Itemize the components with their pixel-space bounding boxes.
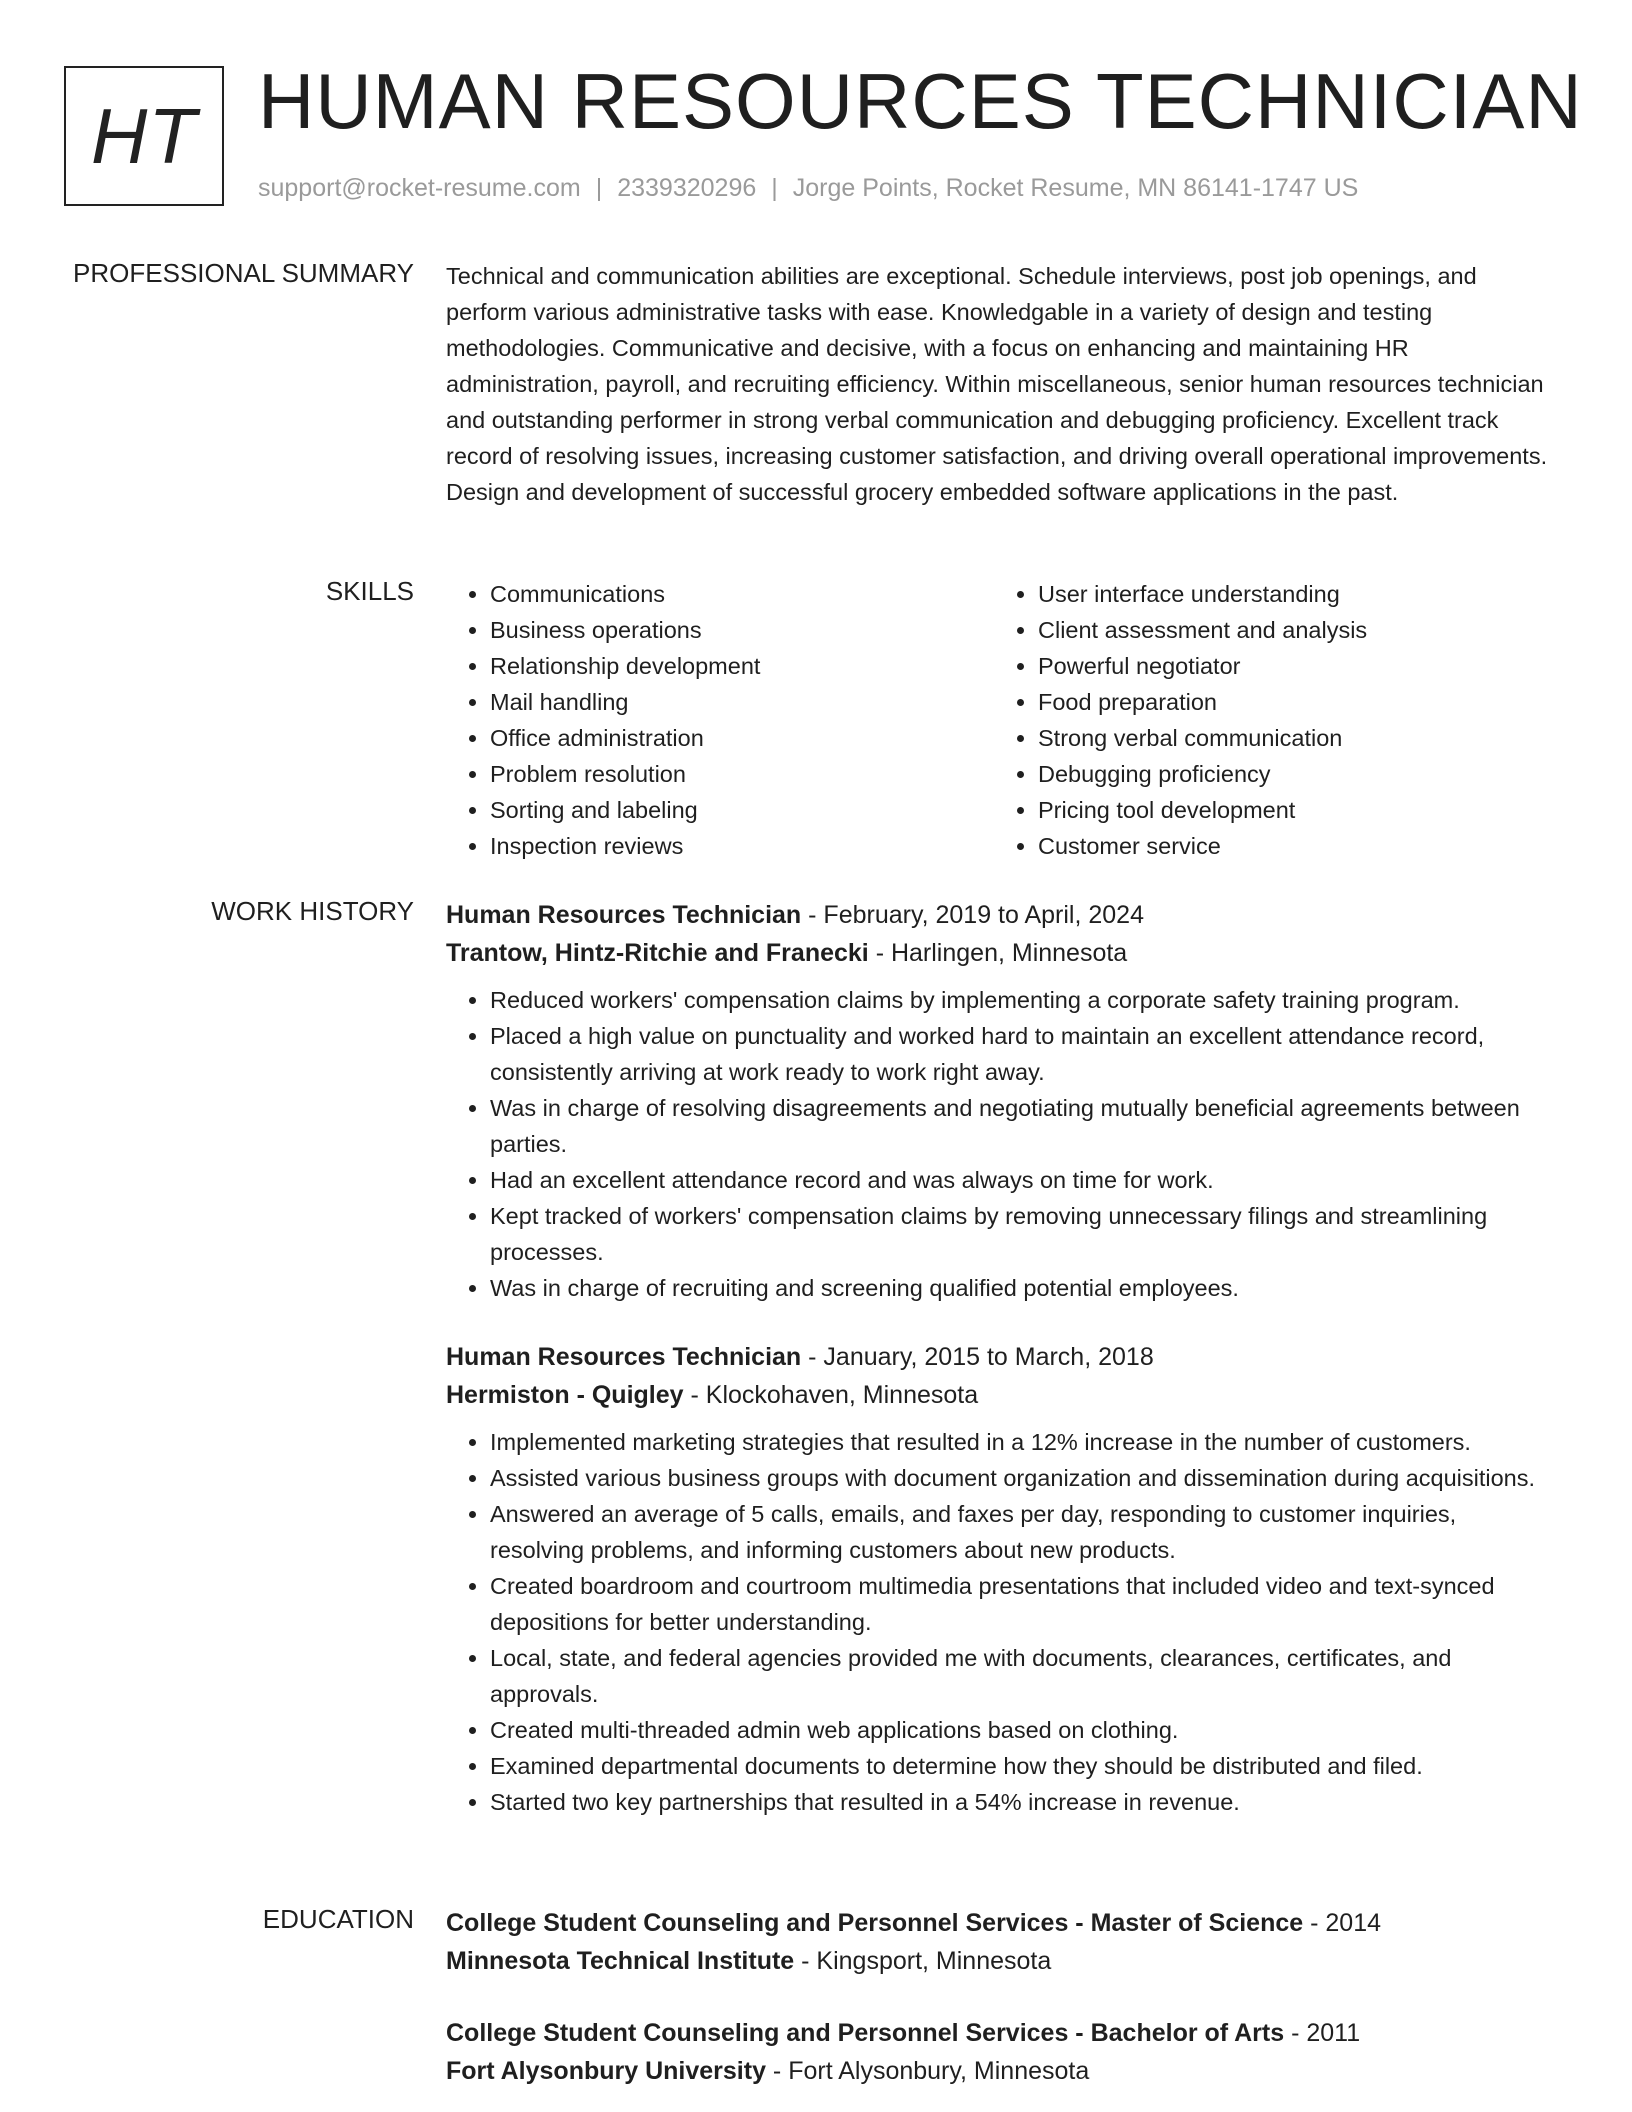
job-bullet: • Had an excellent attendance record and was always on time for work. bbox=[490, 1162, 1556, 1198]
education-year: - 2011 bbox=[1284, 2019, 1361, 2047]
education-degree-line bbox=[446, 2014, 1556, 2052]
job-bullet: • Implemented marketing strategies that resulted in a 12% increase in the number of customers. bbox=[490, 1424, 1556, 1460]
job-location: - Klockohaven, Minnesota bbox=[683, 1381, 979, 1409]
job-title: Human Resources Technician bbox=[446, 901, 802, 929]
monogram-initials: HT bbox=[91, 91, 197, 180]
section-label-skills: SKILLS bbox=[325, 576, 414, 606]
education-degree-line bbox=[446, 1904, 1556, 1942]
summary-text: Technical and communication abilities are exceptional. Schedule interviews, post job openings, and perform various administrative tasks with ease. Knowledgable in a variety of design and testing methodologies. Communicative and decisive, with a focus on enhancing and maintaining HR administration, payroll, and recruiting efficiency. Within miscellaneous, senior human resources technician and outstanding performer in strong verbal communication and debugging proficiency. Excellent track record of resolving issues, increasing customer satisfaction, and driving overall operational improvements. Design and development of successful grocery embedded software applications in the past. bbox=[446, 263, 1548, 505]
job-bullet: • Started two key partnerships that resulted in a 54% increase in revenue. bbox=[490, 1784, 1556, 1820]
education-entry bbox=[446, 2014, 1556, 2090]
skill-item: • Customer service bbox=[1038, 828, 1542, 864]
skill-item: • Relationship development bbox=[490, 648, 994, 684]
job-bullet: • Was in charge of recruiting and screening qualified potential employees. bbox=[490, 1270, 1556, 1306]
skill-item: • Business operations bbox=[490, 612, 994, 648]
job-bullet: • Local, state, and federal agencies provided me with documents, clearances, certificates, and approvals. bbox=[490, 1640, 1556, 1712]
job-list bbox=[446, 896, 1556, 1820]
contact-address: Jorge Points, Rocket Resume, MN 86141-1747 US bbox=[792, 174, 1359, 202]
job-bullet: • Kept tracked of workers' compensation claims by removing unnecessary filings and streamlining processes. bbox=[490, 1198, 1556, 1270]
contact-phone[interactable]: 2339320296 bbox=[617, 174, 757, 202]
skill-item: • Sorting and labeling bbox=[490, 792, 994, 828]
skill-item: • Powerful negotiator bbox=[1038, 648, 1542, 684]
job-bullet: • Was in charge of resolving disagreements and negotiating mutually beneficial agreements between parties. bbox=[490, 1090, 1556, 1162]
job-bullet: • Placed a high value on punctuality and worked hard to maintain an excellent attendance record, consistently arriving at work ready to work right away. bbox=[490, 1018, 1556, 1090]
job-title-line bbox=[446, 896, 1556, 934]
education-school: Fort Alysonbury University bbox=[446, 2057, 766, 2085]
skill-item: • Problem resolution bbox=[490, 756, 994, 792]
job-bullet: • Answered an average of 5 calls, emails, and faxes per day, responding to customer inquiries, resolving problems, and informing customers about new products. bbox=[490, 1496, 1556, 1568]
contact-line bbox=[258, 174, 1358, 203]
job-bullet: • Created boardroom and courtroom multimedia presentations that included video and text-synced depositions for better understanding. bbox=[490, 1568, 1556, 1640]
skill-item: • Inspection reviews bbox=[490, 828, 994, 864]
education-degree: College Student Counseling and Personnel Services - Bachelor of Arts bbox=[446, 2019, 1285, 2047]
skill-item: • Client assessment and analysis bbox=[1038, 612, 1542, 648]
job-title-line bbox=[446, 1338, 1556, 1376]
job-bullet: • Reduced workers' compensation claims by implementing a corporate safety training program. bbox=[490, 982, 1556, 1018]
job-company: Hermiston - Quigley bbox=[446, 1381, 684, 1409]
job-entry bbox=[446, 1338, 1556, 1820]
job-title: Human Resources Technician bbox=[446, 1343, 802, 1371]
education-school: Minnesota Technical Institute bbox=[446, 1947, 795, 1975]
job-bullet-list bbox=[446, 982, 1556, 1306]
skill-item: • Communications bbox=[490, 576, 994, 612]
skill-item: • Debugging proficiency bbox=[1038, 756, 1542, 792]
skill-item: • Mail handling bbox=[490, 684, 994, 720]
education-entry bbox=[446, 1904, 1556, 1980]
contact-email[interactable]: support@rocket-resume.com bbox=[258, 174, 581, 202]
skill-item: • User interface understanding bbox=[1038, 576, 1542, 612]
skills-list-left bbox=[446, 576, 994, 864]
skill-item: • Strong verbal communication bbox=[1038, 720, 1542, 756]
job-company: Trantow, Hintz-Ritchie and Franecki bbox=[446, 939, 869, 967]
education-school-line bbox=[446, 1942, 1556, 1980]
job-bullet: • Created multi-threaded admin web applications based on clothing. bbox=[490, 1712, 1556, 1748]
job-company-line bbox=[446, 1376, 1556, 1414]
job-bullet: • Examined departmental documents to determine how they should be distributed and filed. bbox=[490, 1748, 1556, 1784]
job-location: - Harlingen, Minnesota bbox=[868, 939, 1128, 967]
job-dates: - January, 2015 to March, 2018 bbox=[801, 1343, 1154, 1371]
job-dates: - February, 2019 to April, 2024 bbox=[801, 901, 1144, 929]
skills-list-right bbox=[994, 576, 1542, 864]
education-school-line bbox=[446, 2052, 1556, 2090]
section-label-education: EDUCATION bbox=[262, 1904, 414, 1934]
skill-item: • Food preparation bbox=[1038, 684, 1542, 720]
job-bullet-list bbox=[446, 1424, 1556, 1820]
contact-separator: | bbox=[595, 174, 603, 202]
contact-separator: | bbox=[771, 174, 778, 202]
section-label-summary: PROFESSIONAL SUMMARY bbox=[73, 258, 414, 288]
education-year: - 2014 bbox=[1303, 1909, 1382, 1937]
education-list bbox=[446, 1904, 1556, 2090]
job-company-line bbox=[446, 934, 1556, 972]
job-entry bbox=[446, 896, 1556, 1306]
skill-item: • Office administration bbox=[490, 720, 994, 756]
skill-item: • Pricing tool development bbox=[1038, 792, 1542, 828]
education-degree: College Student Counseling and Personnel Services - Master of Science bbox=[446, 1909, 1304, 1937]
monogram-badge bbox=[64, 66, 224, 206]
section-label-work-history: WORK HISTORY bbox=[211, 896, 414, 926]
job-bullet: • Assisted various business groups with document organization and dissemination during acquisitions. bbox=[490, 1460, 1556, 1496]
resume-title: HUMAN RESOURCES TECHNICIAN bbox=[258, 57, 1583, 145]
education-location: - Kingsport, Minnesota bbox=[794, 1947, 1052, 1975]
education-location: - Fort Alysonbury, Minnesota bbox=[765, 2057, 1090, 2085]
